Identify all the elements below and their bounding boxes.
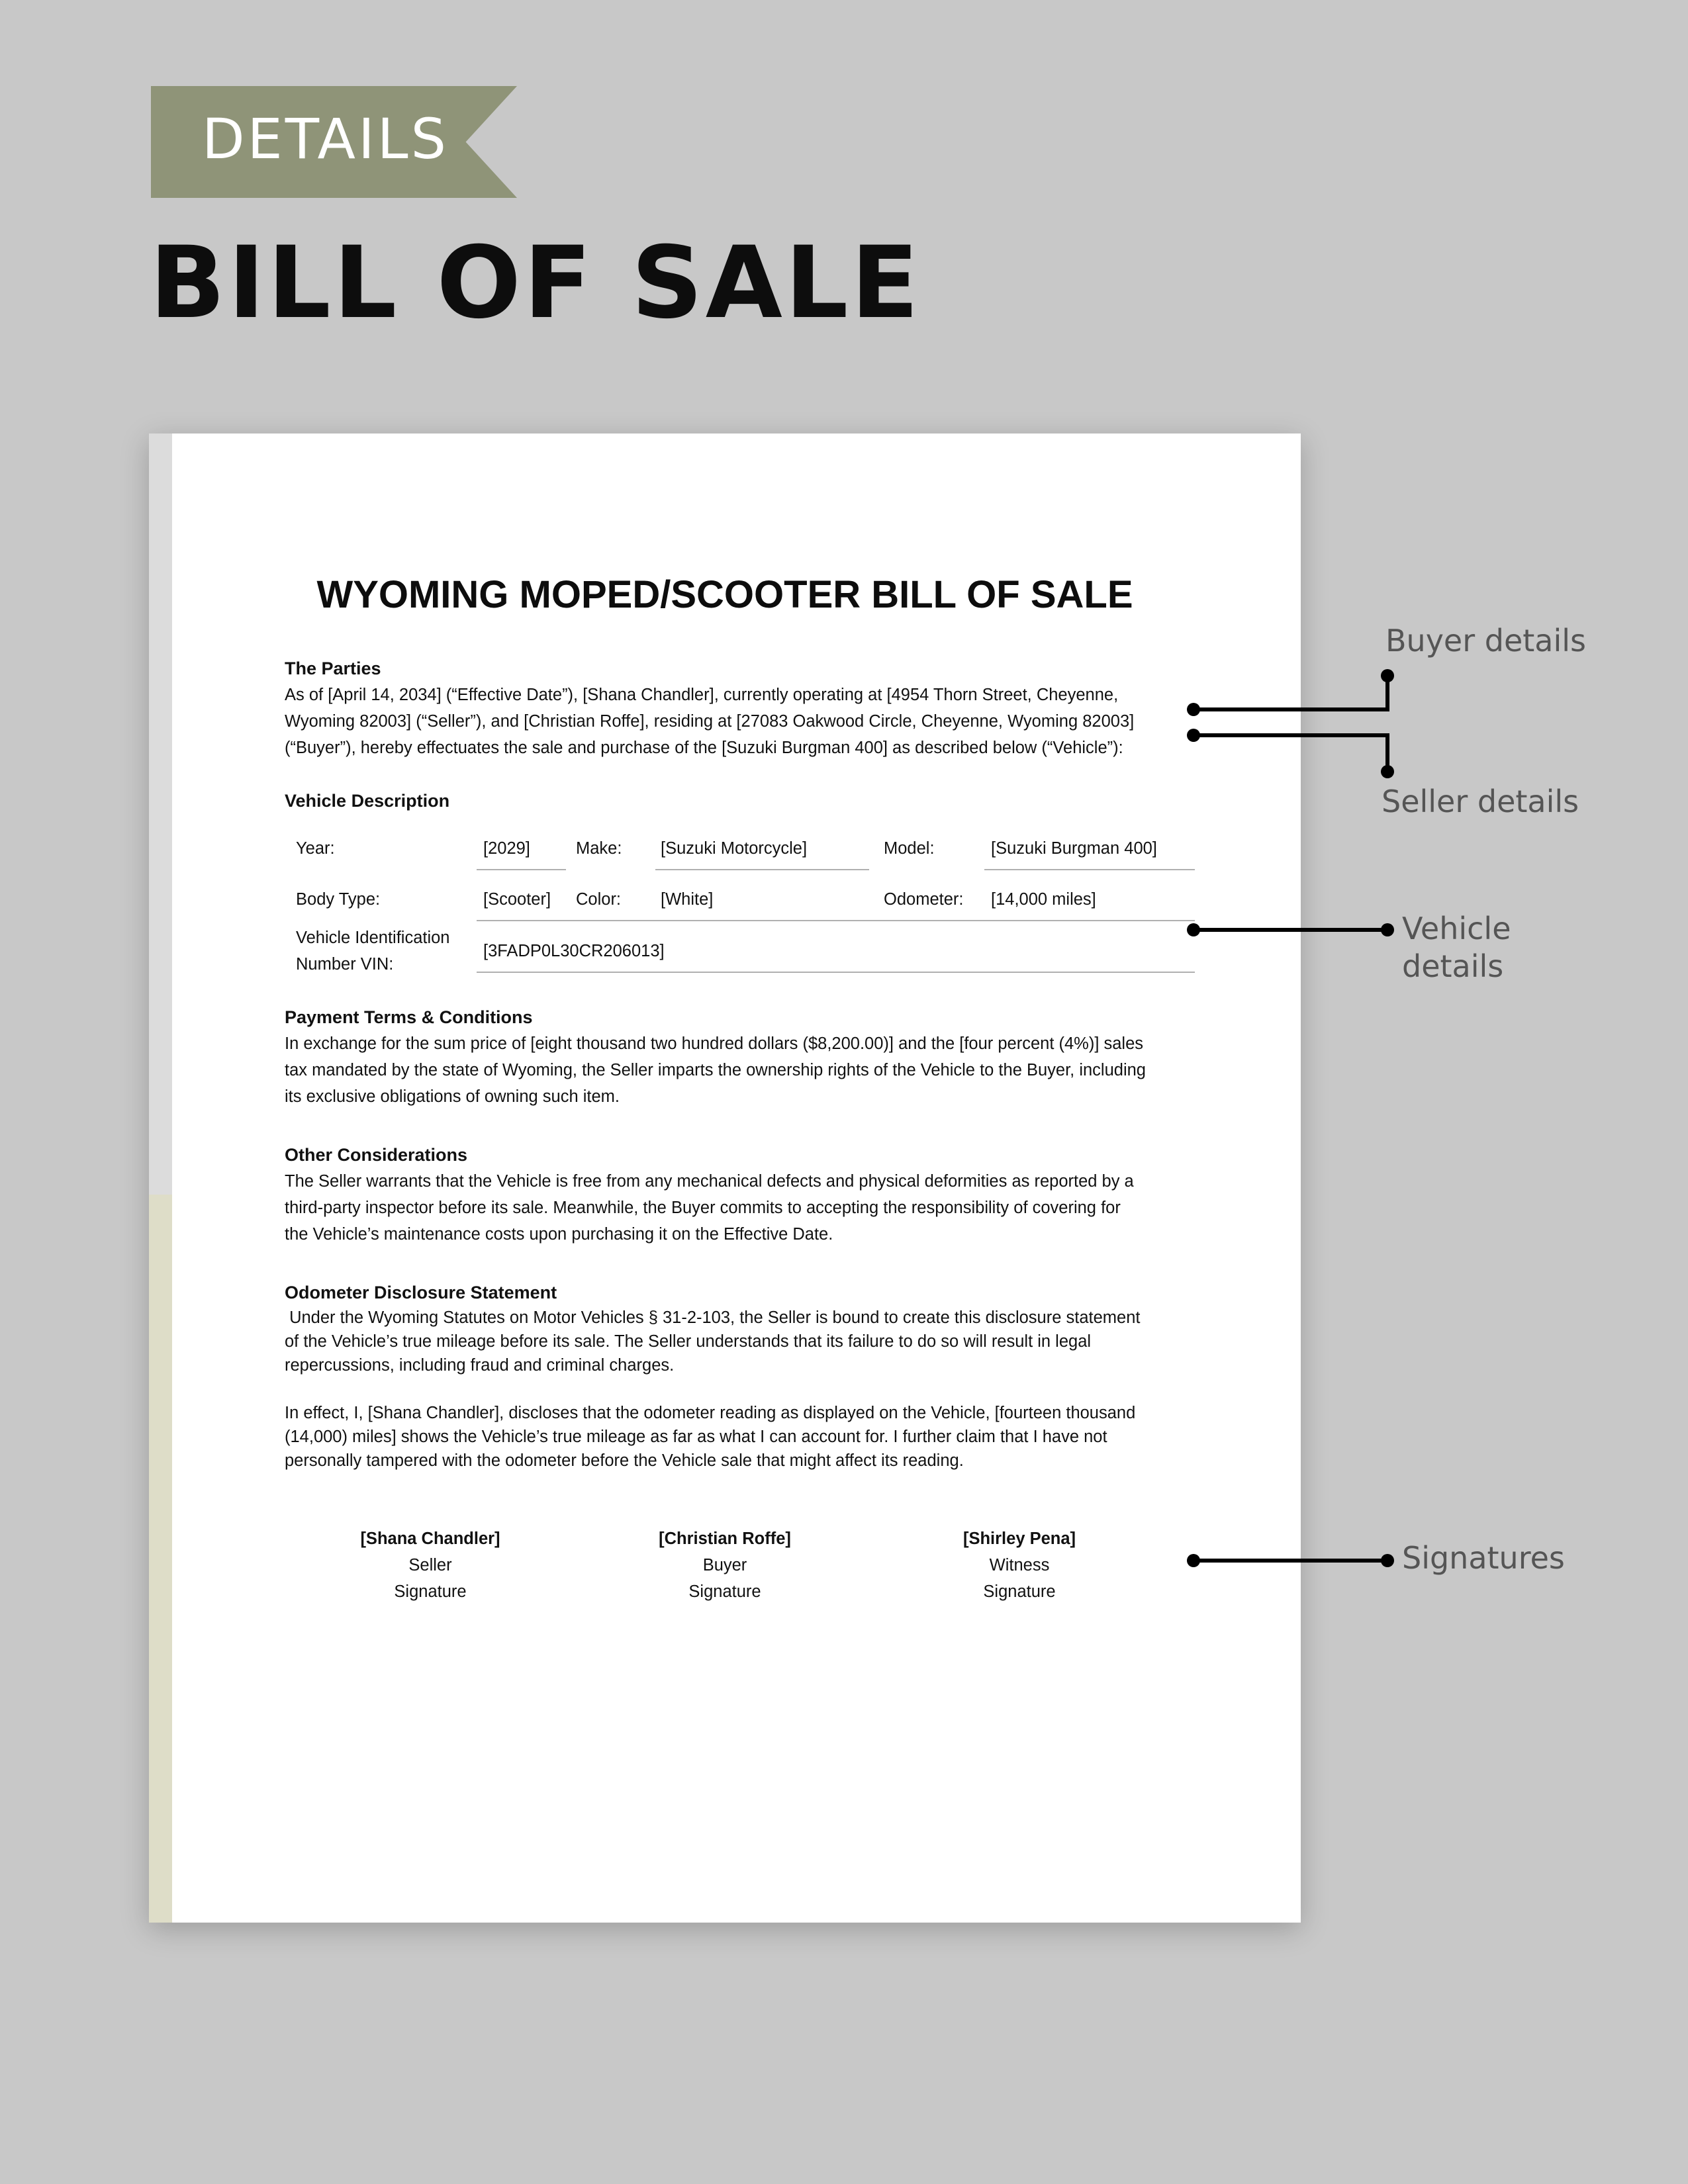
signatures-callout-label: Signatures	[1402, 1540, 1565, 1576]
other-section	[285, 1142, 1185, 1248]
odometer-line: repercussions, including fraud and criminal charges.	[285, 1356, 675, 1375]
other-line: The Seller warrants that the Vehicle is free from any mechanical defects and physical deformities as reported by a	[285, 1172, 1134, 1191]
parties-line: As of [April 14, 2034] (“Effective Date”), [Shana Chandler], currently operating at [4954 Thorn Street, Cheyenne,	[285, 686, 1119, 704]
seller-details-callout-label: Seller details	[1382, 784, 1579, 819]
signature-label: Signature	[983, 1582, 1056, 1601]
buyer-details-callout-label: Buyer details	[1385, 623, 1587, 659]
ribbon-label: DETAILS	[202, 107, 449, 171]
odometer-label: Odometer:	[884, 890, 964, 909]
payment-heading: Payment Terms & Conditions	[285, 1007, 533, 1027]
color-label: Color:	[576, 890, 622, 909]
year-value: [2029]	[483, 839, 530, 858]
odometer-heading: Odometer Disclosure Statement	[285, 1283, 557, 1302]
document-page	[149, 433, 1301, 1923]
signature-name: [Shana Chandler]	[360, 1529, 500, 1548]
payment-line: its exclusive obligations of owning such item.	[285, 1087, 620, 1106]
table-rule	[655, 869, 869, 870]
page-edge-strip	[149, 433, 172, 1195]
table-rule	[984, 869, 1195, 870]
signature-label: Signature	[394, 1582, 467, 1601]
parties-line: Wyoming 82003] (“Seller”), and [Christian Roffe], residing at [27083 Oakwood Circle, Cheyenne, Wyoming 82003]	[285, 712, 1135, 731]
vin-label: Number VIN:	[296, 955, 394, 974]
callout-dot	[1381, 923, 1394, 936]
make-value: [Suzuki Motorcycle]	[661, 839, 808, 858]
callout-connector	[1385, 674, 1389, 711]
buyer-signature-block	[619, 1525, 831, 1605]
callout-connector	[1194, 707, 1389, 711]
seller-signature-block	[324, 1525, 536, 1605]
document-title: WYOMING MOPED/SCOOTER BILL OF SALE	[316, 573, 1133, 616]
year-label: Year:	[296, 839, 335, 858]
vehicle-details-callout-label: details	[1402, 948, 1504, 984]
body-type-label: Body Type:	[296, 890, 381, 909]
callout-dot	[1187, 703, 1200, 716]
callout-connector	[1194, 733, 1389, 737]
signature-role: Witness	[989, 1556, 1050, 1574]
parties-line: (“Buyer”), hereby effectuates the sale and purchase of the [Suzuki Burgman 400] as described below (“Vehicle”):	[285, 739, 1123, 757]
other-heading: Other Considerations	[285, 1145, 468, 1165]
color-value: [White]	[661, 890, 714, 909]
table-rule	[477, 972, 1195, 973]
payment-line: tax mandated by the state of Wyoming, the Seller imparts the ownership rights of the Vehicle to the Buyer, including	[285, 1061, 1146, 1079]
signature-role: Seller	[408, 1556, 452, 1574]
callout-connector	[1194, 928, 1387, 932]
signature-role: Buyer	[702, 1556, 747, 1574]
page-edge-strip-accent	[149, 1195, 172, 1923]
payment-line: In exchange for the sum price of [eight thousand two hundred dollars ($8,200.00)] and the [four percent (4%)] sales	[285, 1034, 1144, 1053]
odometer-section	[285, 1279, 1185, 1473]
witness-signature-block	[914, 1525, 1125, 1605]
odometer-line: In effect, I, [Shana Chandler], discloses that the odometer reading as displayed on the Vehicle, [fourteen thousand	[285, 1404, 1136, 1422]
payment-section	[285, 1004, 1185, 1110]
model-value: [Suzuki Burgman 400]	[991, 839, 1157, 858]
parties-section	[285, 655, 1185, 761]
other-line: the Vehicle’s maintenance costs upon purchasing it on the Effective Date.	[285, 1225, 833, 1244]
vin-value: [3FADP0L30CR206013]	[483, 942, 665, 960]
vehicle-heading: Vehicle Description	[285, 791, 450, 811]
odometer-line: Under the Wyoming Statutes on Motor Vehicles § 31-2-103, the Seller is bound to create this disclosure statement	[285, 1308, 1141, 1327]
signature-name: [Christian Roffe]	[659, 1529, 791, 1548]
page-title: BILL OF SALE	[150, 226, 921, 341]
model-label: Model:	[884, 839, 935, 858]
parties-heading: The Parties	[285, 659, 381, 678]
make-label: Make:	[576, 839, 622, 858]
odometer-value: [14,000 miles]	[991, 890, 1096, 909]
callout-dot	[1381, 765, 1394, 778]
vehicle-section-heading-wrap	[285, 788, 1185, 814]
signature-label: Signature	[688, 1582, 761, 1601]
vin-label: Vehicle Identification	[296, 929, 450, 947]
other-line: third-party inspector before its sale. Meanwhile, the Buyer commits to accepting the responsibility of covering for	[285, 1199, 1121, 1217]
callout-dot	[1381, 1554, 1394, 1567]
odometer-line: of the Vehicle’s true mileage before its sale. The Seller understands that its failure to do so will result in legal	[285, 1332, 1092, 1351]
signature-name: [Shirley Pena]	[962, 1529, 1076, 1548]
body-type-value: [Scooter]	[483, 890, 551, 909]
odometer-line: personally tampered with the odometer before the Vehicle sale that might affect its reading.	[285, 1451, 964, 1470]
vehicle-table	[285, 821, 1195, 973]
table-rule	[477, 920, 1195, 921]
callout-connector	[1194, 1559, 1387, 1563]
table-rule	[477, 869, 566, 870]
vehicle-details-callout-label: Vehicle	[1402, 911, 1511, 946]
odometer-line: (14,000) miles] shows the Vehicle’s true mileage as far as what I can account for. I further claim that I have not	[285, 1428, 1107, 1446]
